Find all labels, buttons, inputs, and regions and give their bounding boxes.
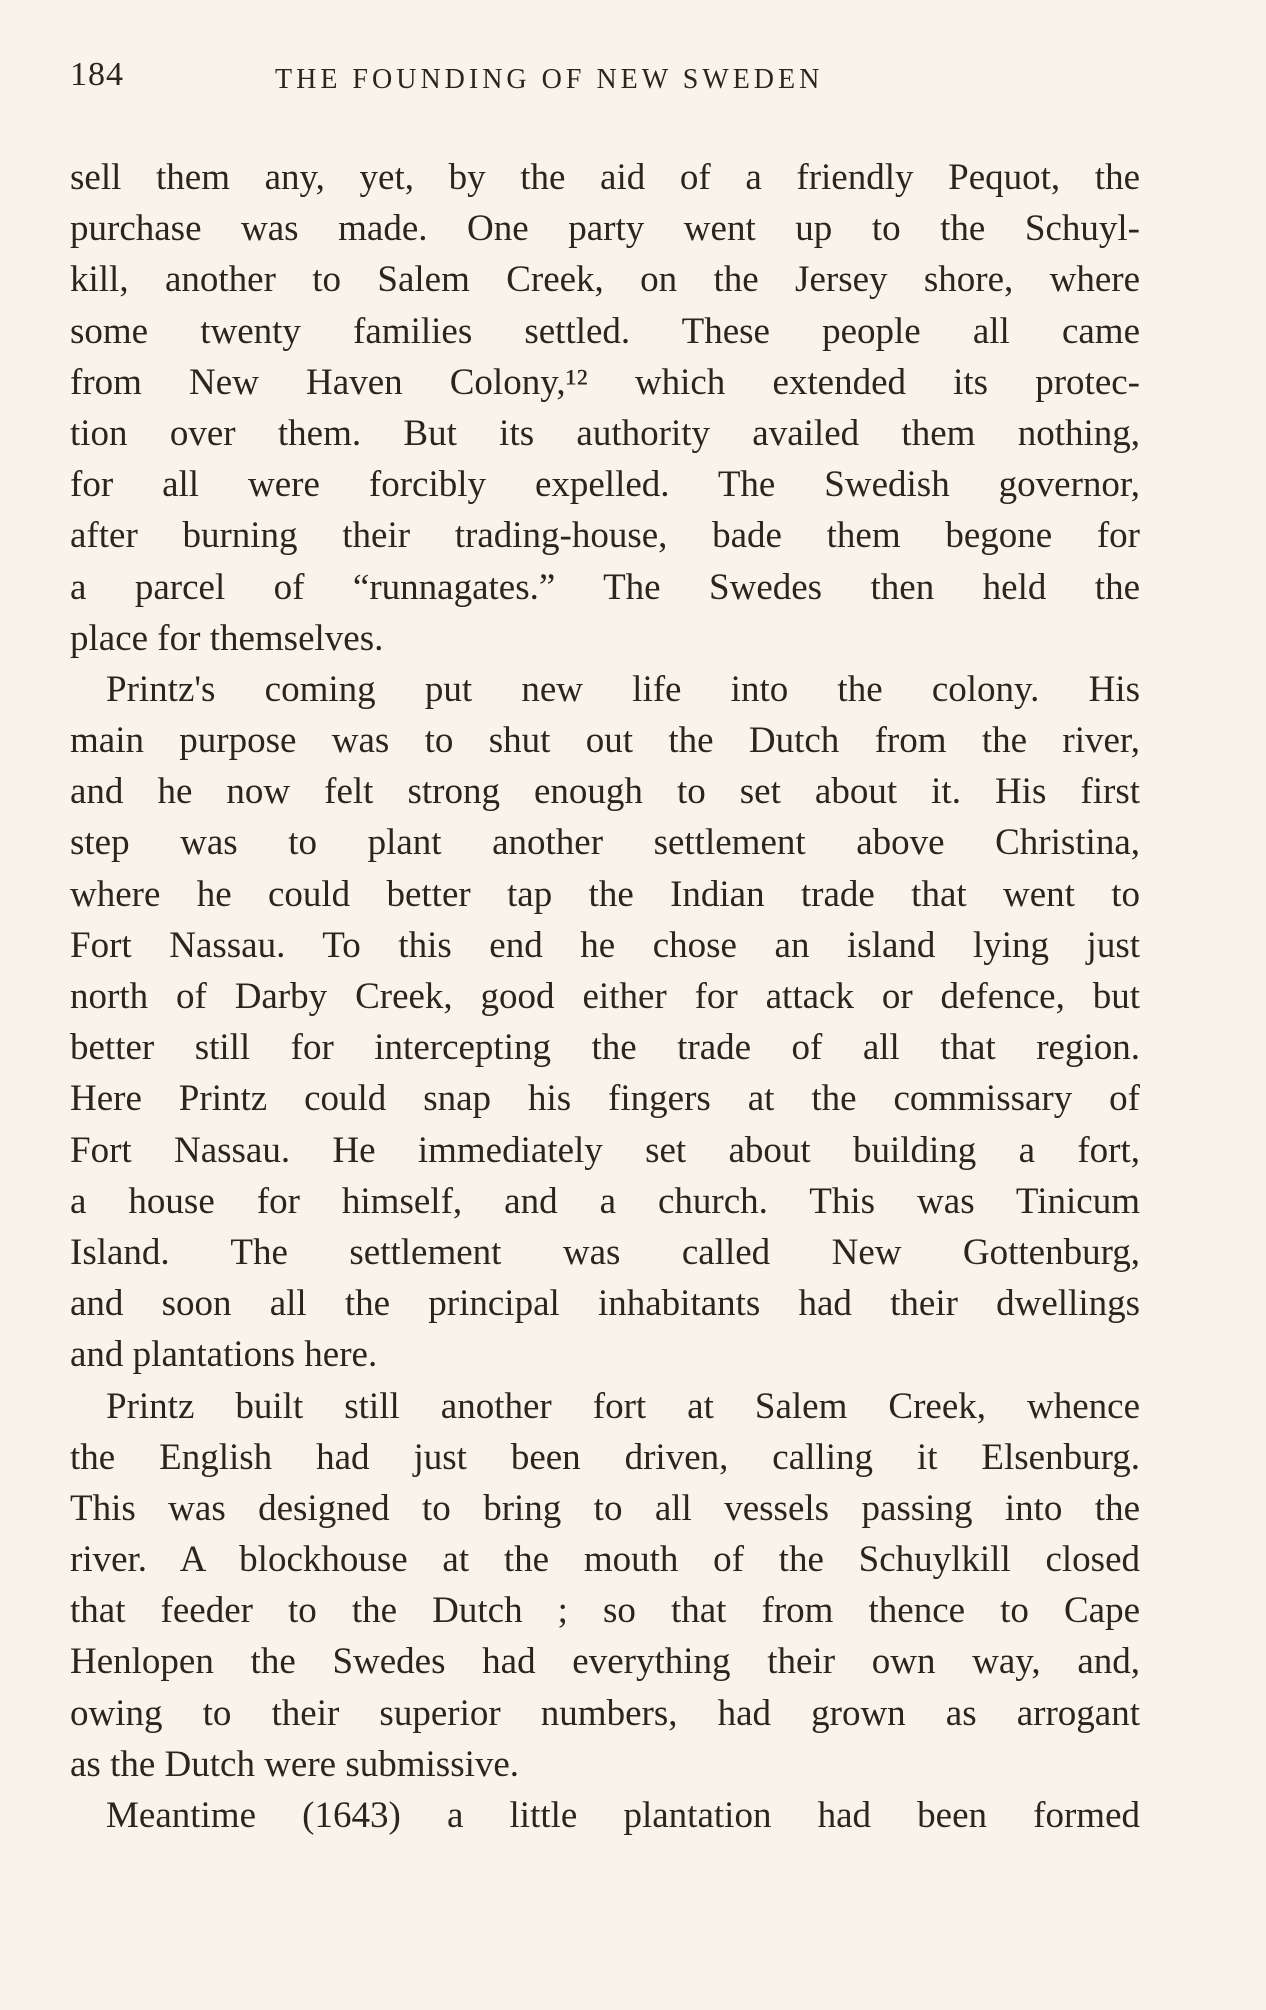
text-line: the English had just been driven, calling it Elsenburg. xyxy=(70,1436,1140,1478)
text-line: a house for himself, and a church. This was Tinicum xyxy=(70,1180,1140,1222)
paragraph-start-line: Meantime (1643) a little plantation had been formed xyxy=(106,1795,1140,1836)
text-line: for all were forcibly expelled. The Swedish governor, xyxy=(70,464,1140,506)
text-line: river. A blockhouse at the mouth of the Schuylkill closed xyxy=(70,1539,1140,1581)
text-line: some twenty families settled. These people all came xyxy=(70,310,1140,352)
paragraph-start-line: Printz built still another fort at Salem Creek, whence xyxy=(106,1385,1140,1427)
text-line: tion over them. But its authority availed them nothing, xyxy=(70,412,1140,454)
text-line: sell them any, yet, by the aid of a friendly Pequot, the xyxy=(70,157,1140,198)
paragraph-start-line: Printz's coming put new life into the colony. His xyxy=(106,668,1140,710)
text-line: This was designed to bring to all vessels passing into the xyxy=(70,1487,1140,1529)
text-line: and he now felt strong enough to set about it. His first xyxy=(70,771,1140,813)
running-head: THE FOUNDING OF NEW SWEDEN xyxy=(275,64,824,95)
text-line: purchase was made. One party went up to the Schuyl- xyxy=(70,208,1140,250)
text-line: kill, another to Salem Creek, on the Jersey shore, where xyxy=(70,259,1140,301)
text-line: step was to plant another settlement above Christina, xyxy=(70,822,1140,864)
text-line: owing to their superior numbers, had grown as arrogant xyxy=(70,1692,1140,1734)
page-number: 184 xyxy=(70,56,124,93)
text-line: better still for intercepting the trade of all that region. xyxy=(70,1027,1140,1069)
text-line: Fort Nassau. He immediately set about building a fort, xyxy=(70,1129,1140,1171)
text-line: north of Darby Creek, good either for attack or defence, but xyxy=(70,976,1140,1017)
text-line: where he could better tap the Indian trade that went to xyxy=(70,873,1140,915)
text-line: Island. The settlement was called New Gottenburg, xyxy=(70,1231,1140,1273)
text-line: main purpose was to shut out the Dutch from the river, xyxy=(70,720,1140,762)
text-line: Fort Nassau. To this end he chose an island lying just xyxy=(70,924,1140,966)
text-line: and soon all the principal inhabitants had their dwellings xyxy=(70,1283,1140,1325)
text-line: place for themselves. xyxy=(70,617,384,659)
text-line: Henlopen the Swedes had everything their own way, and, xyxy=(70,1641,1140,1683)
text-line: and plantations here. xyxy=(70,1334,378,1376)
text-line: from New Haven Colony,¹² which extended its protec- xyxy=(70,361,1140,403)
text-line: that feeder to the Dutch ; so that from thence to Cape xyxy=(70,1590,1140,1632)
text-line: Here Printz could snap his fingers at the commissary of xyxy=(70,1078,1140,1120)
text-line: as the Dutch were submissive. xyxy=(70,1743,520,1785)
body-text xyxy=(70,152,1140,1841)
text-line: after burning their trading-house, bade them begone for xyxy=(70,515,1140,557)
text-line: a parcel of “runnagates.” The Swedes then held the xyxy=(70,566,1140,608)
page-header xyxy=(70,56,1140,108)
